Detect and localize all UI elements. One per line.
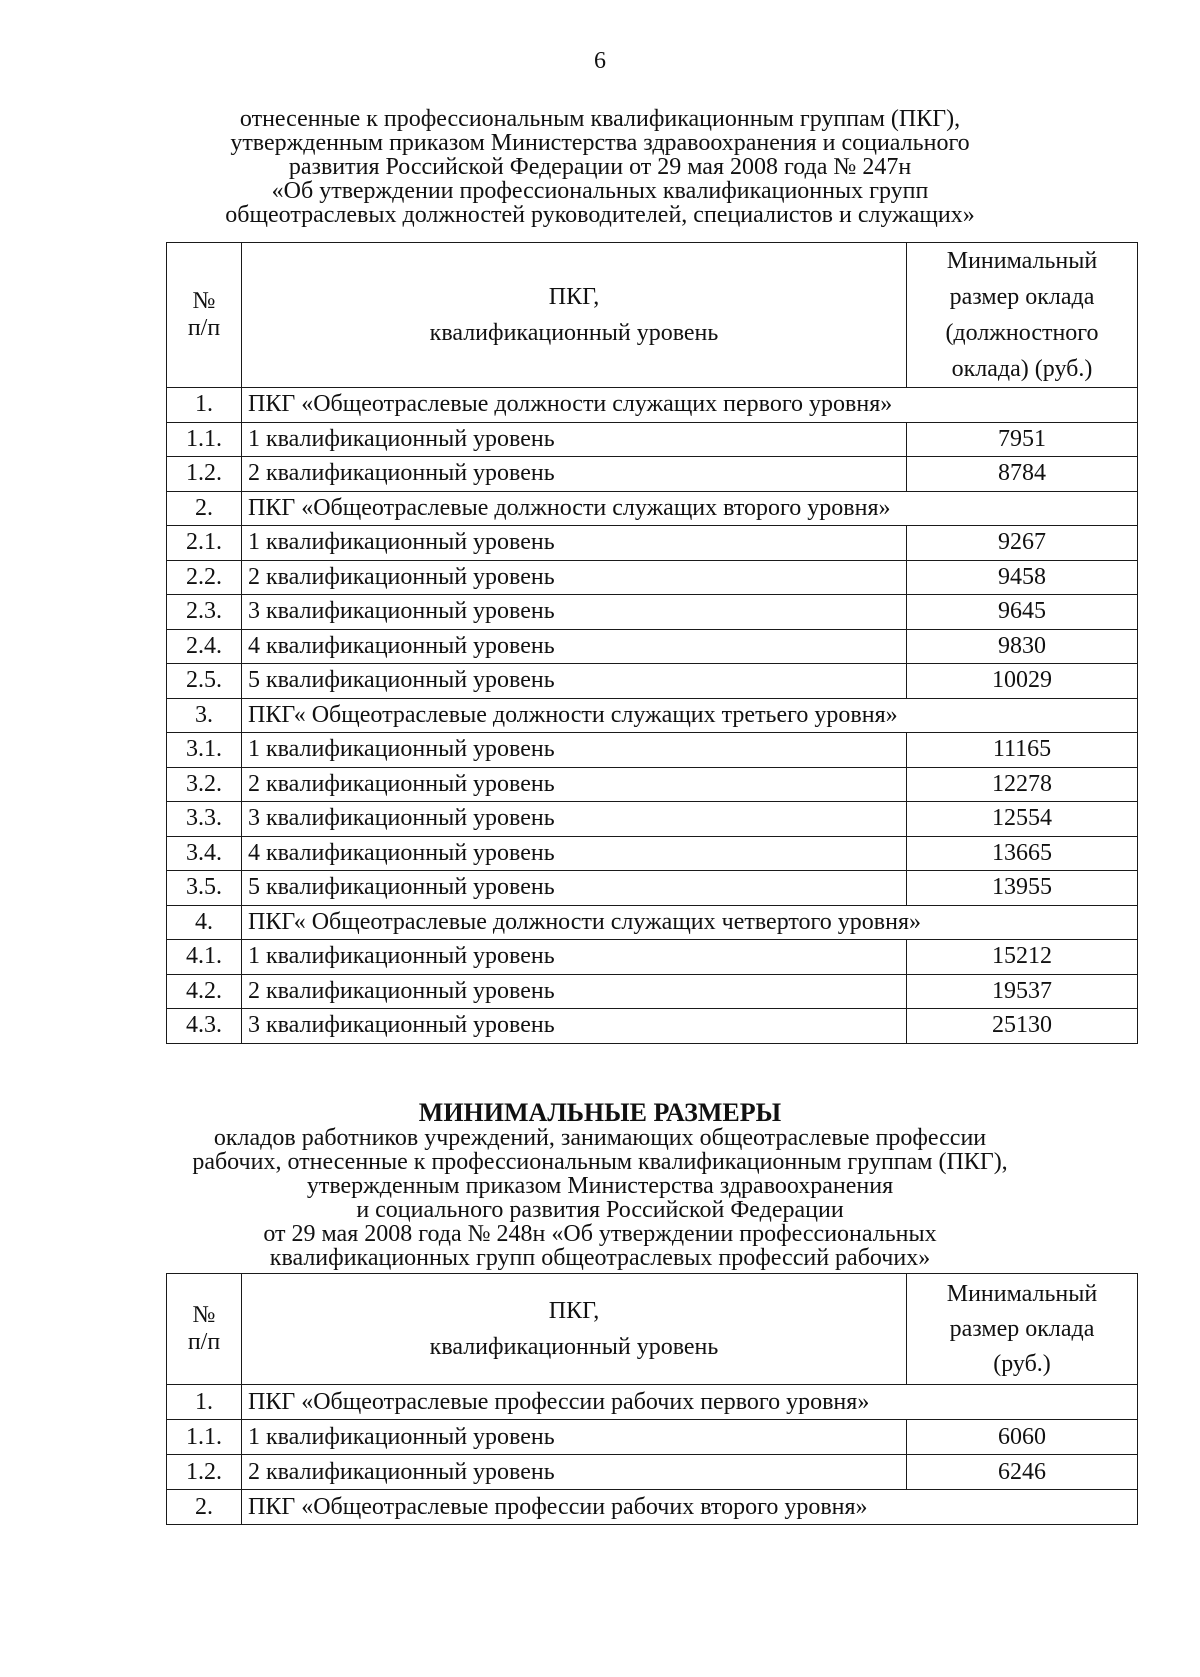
- row-number: 1.1.: [167, 422, 242, 457]
- table-body: [167, 1385, 1138, 1525]
- header-text: оклада) (руб.): [951, 356, 1093, 382]
- heading-line: развития Российской Федерации от 29 мая 2008 года № 247н: [288, 154, 912, 180]
- qualification-level: 3 квалификационный уровень: [242, 1009, 907, 1044]
- salary-table-employees: [166, 242, 1138, 1044]
- salary-value: 9267: [907, 526, 1138, 561]
- header-text: п/п: [187, 1329, 221, 1355]
- salary-value: 9458: [907, 560, 1138, 595]
- group-row: [167, 698, 1138, 733]
- salary-value: 6246: [907, 1455, 1138, 1490]
- qualification-level: 3 квалификационный уровень: [242, 802, 907, 837]
- table-row: [167, 1009, 1138, 1044]
- group-row: [167, 491, 1138, 526]
- qualification-level: 2 квалификационный уровень: [242, 1455, 907, 1490]
- header-text: п/п: [187, 315, 221, 341]
- group-row: [167, 905, 1138, 940]
- heading-line: квалификационных групп общеотраслевых профессий рабочих»: [269, 1245, 931, 1271]
- table-row: [167, 1420, 1138, 1455]
- top-heading: [0, 107, 1200, 227]
- header-text: размер оклада: [949, 1315, 1095, 1342]
- salary-value: 15212: [907, 940, 1138, 975]
- qualification-level: 2 квалификационный уровень: [242, 974, 907, 1009]
- table-row: [167, 664, 1138, 699]
- row-number: 2.5.: [167, 664, 242, 699]
- group-title: ПКГ «Общеотраслевые профессии рабочих первого уровня»: [242, 1385, 1138, 1420]
- salary-value: 13955: [907, 871, 1138, 906]
- header-text: №: [192, 288, 216, 314]
- column-header-pkg: [242, 243, 907, 388]
- heading-line: утвержденным приказом Министерства здравоохранения: [306, 1173, 894, 1199]
- salary-value: 7951: [907, 422, 1138, 457]
- salary-table-workers: [166, 1273, 1138, 1525]
- row-number: 4.: [167, 905, 242, 940]
- table-row: [167, 974, 1138, 1009]
- row-number: 4.3.: [167, 1009, 242, 1044]
- table-row: [167, 940, 1138, 975]
- salary-value: 6060: [907, 1420, 1138, 1455]
- header-text: (должностного: [945, 320, 1099, 346]
- row-number: 3.4.: [167, 836, 242, 871]
- heading-line: от 29 мая 2008 года № 248н «Об утверждении профессиональных: [263, 1221, 937, 1247]
- row-number: 3.: [167, 698, 242, 733]
- row-number: 2.4.: [167, 629, 242, 664]
- group-title: ПКГ «Общеотраслевые должности служащих первого уровня»: [242, 388, 1138, 423]
- salary-value: 19537: [907, 974, 1138, 1009]
- row-number: 1.2.: [167, 457, 242, 492]
- row-number: 1.: [167, 388, 242, 423]
- column-header-pkg: [242, 1274, 907, 1385]
- column-header-salary: [907, 243, 1138, 388]
- row-number: 1.: [167, 1385, 242, 1420]
- heading-line: отнесенные к профессиональным квалификационным группам (ПКГ),: [239, 106, 961, 132]
- salary-value: 12554: [907, 802, 1138, 837]
- header-text: размер оклада: [949, 284, 1095, 310]
- group-title: ПКГ «Общеотраслевые должности служащих второго уровня»: [242, 491, 1138, 526]
- row-number: 2.3.: [167, 595, 242, 630]
- heading-line: утвержденным приказом Министерства здравоохранения и социального: [230, 130, 970, 156]
- table-row: [167, 595, 1138, 630]
- qualification-level: 4 квалификационный уровень: [242, 836, 907, 871]
- header-text: №: [192, 1302, 216, 1328]
- salary-value: 25130: [907, 1009, 1138, 1044]
- table-row: [167, 836, 1138, 871]
- salary-value: 8784: [907, 457, 1138, 492]
- group-row: [167, 388, 1138, 423]
- header-text: квалификационный уровень: [429, 320, 719, 346]
- salary-value: 9830: [907, 629, 1138, 664]
- row-number: 4.2.: [167, 974, 242, 1009]
- heading-line: «Об утверждении профессиональных квалификационных групп: [271, 178, 929, 204]
- table-body: [167, 388, 1138, 1044]
- heading-line: рабочих, отнесенные к профессиональным квалификационным группам (ПКГ),: [192, 1149, 1008, 1175]
- qualification-level: 3 квалификационный уровень: [242, 595, 907, 630]
- column-header-number: [167, 243, 242, 388]
- row-number: 1.1.: [167, 1420, 242, 1455]
- row-number: 2.: [167, 1490, 242, 1525]
- table-row: [167, 526, 1138, 561]
- qualification-level: 1 квалификационный уровень: [242, 940, 907, 975]
- salary-value: 11165: [907, 733, 1138, 768]
- qualification-level: 5 квалификационный уровень: [242, 664, 907, 699]
- header-text: ПКГ,: [548, 284, 600, 310]
- salary-value: 13665: [907, 836, 1138, 871]
- table-row: [167, 733, 1138, 768]
- table-row: [167, 802, 1138, 837]
- row-number: 3.2.: [167, 767, 242, 802]
- table-row: [167, 457, 1138, 492]
- row-number: 4.1.: [167, 940, 242, 975]
- group-title: ПКГ «Общеотраслевые профессии рабочих второго уровня»: [242, 1490, 1138, 1525]
- qualification-level: 2 квалификационный уровень: [242, 457, 907, 492]
- row-number: 3.5.: [167, 871, 242, 906]
- row-number: 3.1.: [167, 733, 242, 768]
- qualification-level: 1 квалификационный уровень: [242, 733, 907, 768]
- row-number: 1.2.: [167, 1455, 242, 1490]
- qualification-level: 2 квалификационный уровень: [242, 767, 907, 802]
- heading-line: окладов работников учреждений, занимающих общеотраслевые профессии: [213, 1125, 987, 1151]
- column-header-number: [167, 1274, 242, 1385]
- row-number: 3.3.: [167, 802, 242, 837]
- salary-value: 10029: [907, 664, 1138, 699]
- row-number: 2.1.: [167, 526, 242, 561]
- qualification-level: 2 квалификационный уровень: [242, 560, 907, 595]
- bottom-heading: [0, 1098, 1200, 1271]
- row-number: 2.: [167, 491, 242, 526]
- qualification-level: 5 квалификационный уровень: [242, 871, 907, 906]
- group-row: [167, 1490, 1138, 1525]
- table-row: [167, 629, 1138, 664]
- header-text: квалификационный уровень: [429, 1334, 719, 1360]
- qualification-level: 4 квалификационный уровень: [242, 629, 907, 664]
- salary-value: 9645: [907, 595, 1138, 630]
- heading-line: общеотраслевых должностей руководителей, специалистов и служащих»: [225, 202, 975, 228]
- header-text: (руб.): [993, 1350, 1051, 1377]
- qualification-level: 1 квалификационный уровень: [242, 526, 907, 561]
- salary-value: 12278: [907, 767, 1138, 802]
- heading-line: и социального развития Российской Федерации: [356, 1197, 844, 1223]
- qualification-level: 1 квалификационный уровень: [242, 1420, 907, 1455]
- header-text: ПКГ,: [548, 1298, 600, 1324]
- table-row: [167, 767, 1138, 802]
- section-title: МИНИМАЛЬНЫЕ РАЗМЕРЫ: [418, 1098, 782, 1127]
- table-row: [167, 1455, 1138, 1490]
- group-title: ПКГ« Общеотраслевые должности служащих четвертого уровня»: [242, 905, 1138, 940]
- qualification-level: 1 квалификационный уровень: [242, 422, 907, 457]
- table-row: [167, 422, 1138, 457]
- group-row: [167, 1385, 1138, 1420]
- table-row: [167, 560, 1138, 595]
- table-row: [167, 871, 1138, 906]
- header-text: Минимальный: [946, 248, 1098, 274]
- group-title: ПКГ« Общеотраслевые должности служащих третьего уровня»: [242, 698, 1138, 733]
- table-header-row: [167, 1274, 1138, 1385]
- header-text: Минимальный: [946, 1280, 1098, 1307]
- row-number: 2.2.: [167, 560, 242, 595]
- page-number: 6: [594, 48, 606, 74]
- column-header-salary: [907, 1274, 1138, 1385]
- table-header-row: [167, 243, 1138, 388]
